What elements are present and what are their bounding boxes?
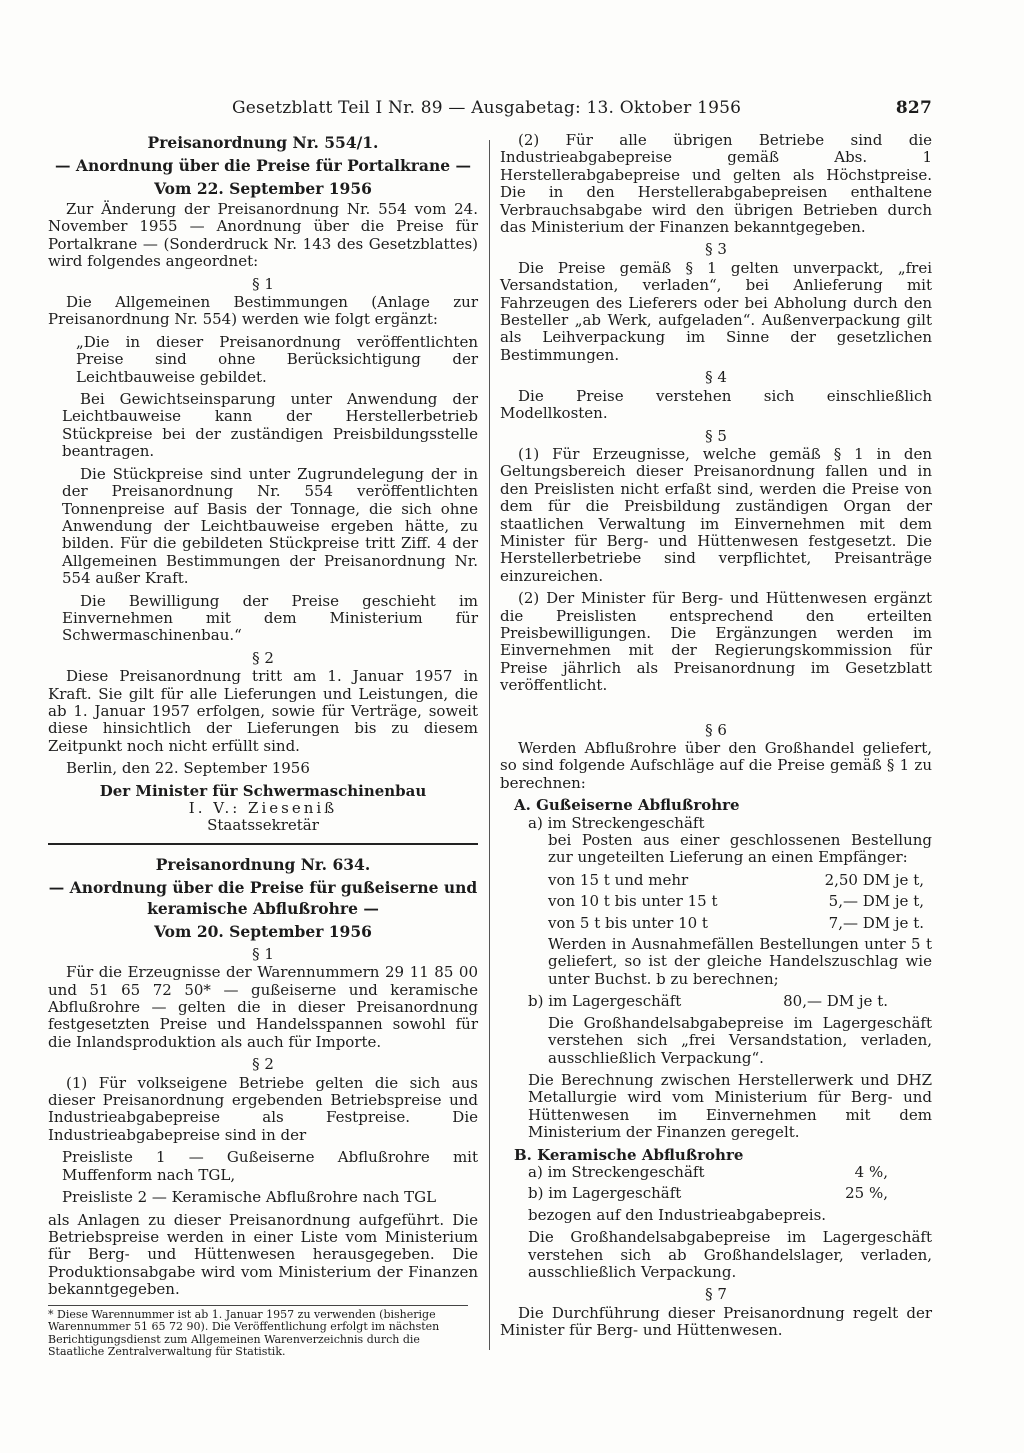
section-heading: § 5 <box>705 426 727 445</box>
section-heading: § 4 <box>705 368 727 387</box>
section-text: Für die Erzeugnisse der Warennummern 29 11 85 00 und 51 65 72 50* — gußeiserne und keramische Abflußrohre — gelten die in dieser Preisanordnung festgesetzten Preise und Handelsspannen sowohl für die Inlandsproduktion als auch für Importe. <box>48 963 478 1051</box>
section-heading: § 7 <box>705 1285 727 1304</box>
ordinance-1-title: — Anordnung über die Preise für Portalkrane — <box>55 156 471 175</box>
signatory-role: Staatssekretär <box>207 816 319 835</box>
section-text: Die Berechnung zwischen Herstellerwerk und DHZ Metallurgie wird vom Ministerium für Berg- und Hüttenwesen im Einvernehmen mit dem Ministerium der Finanzen geregelt. <box>528 1070 932 1142</box>
footnote: * Diese Warennummer ist ab 1. Januar 1957 zu verwenden (bisherige Warennummer 51 65 72 90). Die Veröffentlichung erfolgt im nächsten Berichtigungsdienst zum Allgemeinen Warenverzeichnis durch die Staatliche Zentralverwaltung für Statistik. <box>48 1305 468 1359</box>
section-text: Die Preise gemäß § 1 gelten unverpackt, „frei Versandstation, verladen“, bei Anlieferung mit Fahrzeugen des Lieferers oder bei Abholung durch den Besteller „ab Werk, aufgeladen“. Außenverpackung gilt als Leihverpackung im Sinne der gesetzlichen Bestimmungen. <box>500 258 932 364</box>
section-heading: § 2 <box>252 1055 274 1074</box>
surcharge-row: von 15 t und mehr 2,50 DM je t, <box>548 870 924 889</box>
section-text: (1) Für volkseigene Betriebe gelten die sich aus dieser Preisanordnung ergebenden Betriebspreise und Industrieabgabepreise als Festpreise. Die Industrieabgabepreise sind in der <box>48 1073 478 1144</box>
section-text: als Anlagen zu dieser Preisanordnung aufgeführt. Die Betriebspreise werden in einer Liste vom Ministerium für Berg- und Hüttenwesen herausgegeben. Die Produktionsabgabe wird vom Ministerium der Finanzen bekanntgegeben. <box>48 1210 478 1299</box>
section-text: Die Großhandelsabgabepreise im Lagergeschäft verstehen sich ab Großhandelslager, verladen, ausschließlich Verpackung. <box>528 1228 932 1281</box>
signatory-name: I. V.: Zieseniß <box>188 799 338 817</box>
price-list-item: Preisliste 2 — Keramische Abflußrohre nach TGL <box>62 1188 437 1207</box>
section-text: „Die in dieser Preisanordnung veröffentlichten Preise sind ohne Berücksichtigung der Leichtbauweise gebildet. <box>76 332 478 386</box>
header-title: Gesetzblatt Teil I Nr. 89 — Ausgabetag: 13. Oktober 1956 <box>232 98 742 118</box>
ordinance-separator <box>48 843 478 845</box>
section-heading: § 3 <box>705 240 727 259</box>
section-text: Werden in Ausnahmefällen Bestellungen unter 5 t geliefert, so ist der gleiche Handelszuschlag wie unter Buchst. b zu berechnen; <box>548 935 932 988</box>
section-text: Die Durchführung dieser Preisanordnung regelt der Minister für Berg- und Hüttenwesen. <box>500 1303 932 1340</box>
section-text: (2) Für alle übrigen Betriebe sind die Industrieabgabepreise gemäß Abs. 1 Herstellerabgabepreise und gelten als Höchstpreise. Die in den Herstellerabgabepreisen enthaltene Verbrauchsabgabe wird den übrigen Betrieben durch das Ministerium der Finanzen bekanntgegeben. <box>500 131 932 237</box>
page-number: 827 <box>895 98 932 118</box>
section-text: Diese Preisanordnung tritt am 1. Januar 1957 in Kraft. Sie gilt für alle Lieferungen und Leistungen, die ab 1. Januar 1957 erfolgen, sowie für Verträge, soweit diese hinsichtlich der Lieferungen bis zu diesem Zeitpunkt noch nicht erfüllt sind. <box>48 667 478 755</box>
section-text: Die Stückpreise sind unter Zugrundelegung der in der Preisanordnung Nr. 554 veröffentlichten Tonnenpreise auf Basis der Tonnage, die sich ohne Anwendung der Leichtbauweise ergeben hätte, zu bilden. Für die gebildeten Stückpreise tritt Ziff. 4 der Allgemeinen Bestimmungen der Preisanordnung Nr. 554 außer Kraft. <box>62 464 478 588</box>
ordinance-2-title: — Anordnung über die Preise für gußeiserne und keramische Abflußrohre — <box>48 877 478 918</box>
surcharge-row: a) im Streckengeschäft 4 %, <box>528 1162 888 1181</box>
surcharge-row: b) im Lagergeschäft 25 %, <box>528 1184 888 1203</box>
left-column <box>48 132 478 1359</box>
category-b-heading: B. Keramische Abflußrohre <box>514 1145 744 1164</box>
surcharge-row: von 10 t bis unter 15 t 5,— DM je t, <box>548 892 924 911</box>
price-list-item: Preisliste 1 — Gußeiserne Abflußrohre mit Muffenform nach TGL, <box>62 1148 478 1184</box>
ordinance-1-preamble: Zur Änderung der Preisanordnung Nr. 554 vom 24. November 1955 — Anordnung über die Preise für Portalkrane — (Sonderdruck Nr. 143 des Gesetzblattes) wird folgendes angeordnet: <box>48 200 478 271</box>
section-text: Werden Abflußrohre über den Großhandel geliefert, so sind folgende Aufschläge auf die Preise gemäß § 1 zu berechnen: <box>500 739 932 792</box>
section-heading: § 2 <box>252 648 274 667</box>
category-a-heading: A. Gußeiserne Abflußrohre <box>514 796 740 815</box>
section-text: (2) Der Minister für Berg- und Hüttenwesen ergänzt die Preislisten entsprechend den erteilten Preisbewilligungen. Die Ergänzungen werden im Einvernehmen mit der Regierungskommission für Preise jährlich als Preisanordnung im Gesetzblatt veröffentlicht. <box>500 589 932 695</box>
section-text: Die Preise verstehen sich einschließlich Modellkosten. <box>500 386 932 423</box>
surcharge-row: b) im Lagergeschäft 80,— DM je t. <box>528 992 888 1011</box>
signature-place-date: Berlin, den 22. September 1956 <box>66 759 310 778</box>
surcharge-row: von 5 t bis unter 10 t 7,— DM je t. <box>548 913 924 932</box>
signatory-office: Der Minister für Schwermaschinenbau <box>99 781 427 800</box>
ordinance-1-number: Preisanordnung Nr. 554/1. <box>147 133 379 152</box>
subcategory-label: a) im Streckengeschäft <box>528 813 705 832</box>
page-header <box>232 98 932 122</box>
section-text: Die Bewilligung der Preise geschieht im Einvernehmen mit dem Ministerium für Schwermaschinenbau.“ <box>62 591 478 645</box>
ordinance-2-number: Preisanordnung Nr. 634. <box>155 854 371 874</box>
section-text: Bei Gewichtseinsparung unter Anwendung der Leichtbauweise kann der Herstellerbetrieb Stückpreise bei der zuständigen Preisbildungsstelle beantragen. <box>62 390 478 461</box>
column-divider <box>489 140 490 1350</box>
section-heading: § 1 <box>252 274 274 293</box>
section-text: bei Posten aus einer geschlossenen Bestellung zur ungeteilten Lieferung an einen Empfänger: <box>548 831 932 867</box>
section-text: (1) Für Erzeugnisse, welche gemäß § 1 in den Geltungsbereich dieser Preisanordnung fallen und in den Preislisten nicht erfaßt sind, werden die Preise von dem für die Preisbildung zuständigen Organ der staatlichen Verwaltung im Einvernehmen mit dem Minister für Berg- und Hüttenwesen festgesetzt. Die Herstellerbetriebe sind verpflichtet, Preisanträge einzureichen. <box>500 444 932 585</box>
section-text: Die Großhandelsabgabepreise im Lagergeschäft verstehen sich „frei Versandstation, verladen, ausschließlich Verpackung“. <box>548 1013 932 1067</box>
section-heading: § 6 <box>705 720 727 739</box>
ordinance-2-date: Vom 20. September 1956 <box>154 921 372 941</box>
section-heading: § 1 <box>252 944 274 963</box>
ordinance-1-date: Vom 22. September 1956 <box>154 179 372 198</box>
right-column <box>500 132 932 1345</box>
section-text: bezogen auf den Industrieabgabepreis. <box>528 1205 827 1224</box>
section-text: Die Allgemeinen Bestimmungen (Anlage zur Preisanordnung Nr. 554) werden wie folgt ergänzt: <box>48 293 478 329</box>
